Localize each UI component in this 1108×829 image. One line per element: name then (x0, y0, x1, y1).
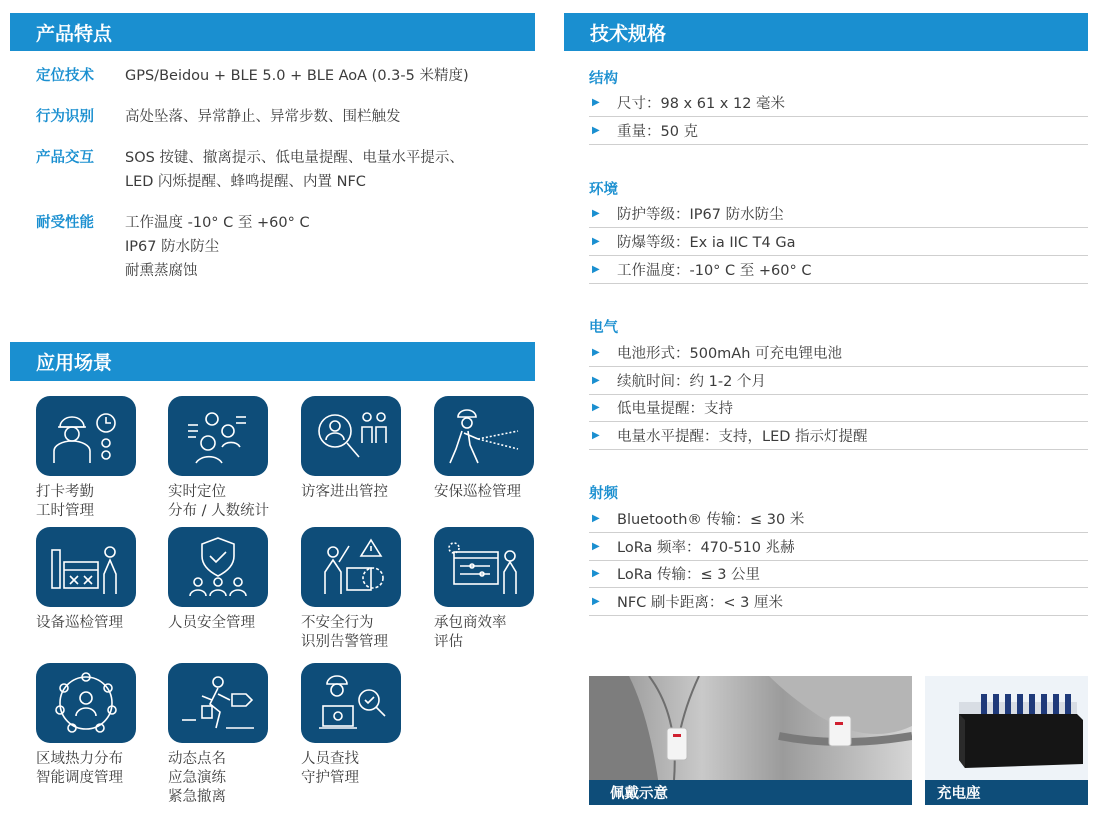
spec-group-title: 射频 (589, 486, 618, 502)
location-people-icon (168, 396, 268, 476)
charger-caption: 充电座 (925, 780, 1088, 805)
scenario-label: 识别告警管理 (301, 634, 388, 650)
spec-row: ▶ 防护等级：IP67 防水防尘 (589, 200, 1088, 228)
scenario-label: 工时管理 (36, 503, 94, 519)
scenario-tile-attendance (36, 396, 136, 521)
scenarios-title: 应用场景 (36, 352, 113, 374)
scenario-label: 区域热力分布 (36, 751, 123, 767)
scenario-label: 不安全行为 (301, 615, 374, 631)
feature-value: 耐熏蒸腐蚀 (125, 263, 198, 279)
scenario-label: 紧急撤离 (168, 789, 226, 805)
triangle-bullet-icon: ▶ (592, 596, 600, 607)
spec-row: ▶ 防爆等级：Ex ia IIC T4 Ga (589, 228, 1088, 256)
specs-title: 技术规格 (590, 22, 667, 45)
spec-group-title: 电气 (589, 320, 618, 336)
contractor-dashboard-icon (434, 527, 534, 607)
features-title: 产品特点 (36, 22, 113, 45)
feature-value: GPS/Beidou + BLE 5.0 + BLE AoA (0.3-5 米精度) (125, 68, 469, 84)
spec-row: ▶ 电量水平提醒：支持，LED 指示灯提醒 (589, 422, 1088, 450)
scenario-tile-contractor (434, 527, 534, 652)
heatmap-people-icon (36, 663, 136, 743)
spec-row: ▶ 低电量提醒：支持 (589, 394, 1088, 422)
scenario-label: 访客进出管控 (301, 484, 388, 500)
scenario-tile-visitor (301, 396, 401, 502)
feature-value: SOS 按键、撤离提示、低电量提醒、电量水平提示、 (125, 150, 464, 166)
scenario-label: 承包商效率 (434, 615, 507, 631)
triangle-bullet-icon: ▶ (592, 402, 600, 413)
scenario-label: 守护管理 (301, 770, 359, 786)
equipment-inspection-icon (36, 527, 136, 607)
scenario-label: 分布 / 人数统计 (168, 503, 270, 519)
triangle-bullet-icon: ▶ (592, 347, 600, 358)
charger-photo (925, 676, 1088, 805)
triangle-bullet-icon: ▶ (592, 236, 600, 247)
visitor-search-icon (301, 396, 401, 476)
patrol-flashlight-icon (434, 396, 534, 476)
scenarios-banner (10, 342, 535, 381)
scenario-tile-realtime-location (168, 396, 268, 521)
spec-row: ▶ 工作温度：-10° C 至 +60° C (589, 256, 1088, 284)
worker-clock-icon (36, 396, 136, 476)
wearing-photo (589, 676, 912, 805)
scenario-label: 安保巡检管理 (434, 484, 521, 500)
triangle-bullet-icon: ▶ (592, 125, 600, 136)
scenario-tile-equipment (36, 527, 136, 633)
scenario-label: 人员查找 (301, 751, 359, 767)
triangle-bullet-icon: ▶ (592, 513, 600, 524)
specs-banner (564, 13, 1088, 51)
triangle-bullet-icon: ▶ (592, 541, 600, 552)
feature-value: 高处坠落、异常静止、异常步数、围栏触发 (125, 109, 401, 125)
scenario-label: 应急演练 (168, 770, 226, 786)
spec-row: ▶ NFC 刷卡距离：< 3 厘米 (589, 588, 1088, 616)
scenario-label: 智能调度管理 (36, 770, 123, 786)
triangle-bullet-icon: ▶ (592, 430, 600, 441)
spec-row: ▶ LoRa 传输：≤ 3 公里 (589, 560, 1088, 588)
scenario-tile-emergency (168, 663, 268, 807)
scenario-tile-personnel-safety (168, 527, 268, 633)
feature-key: 行为识别 (36, 109, 94, 125)
scenario-tile-person-search (301, 663, 401, 788)
scenario-label: 打卡考勤 (36, 484, 94, 500)
feature-key: 定位技术 (36, 68, 94, 84)
person-search-laptop-icon (301, 663, 401, 743)
scenario-label: 实时定位 (168, 484, 226, 500)
spec-row: ▶ 尺寸：98 x 61 x 12 毫米 (589, 89, 1088, 117)
feature-value: IP67 防水防尘 (125, 239, 220, 255)
scenario-tile-patrol (434, 396, 534, 502)
spec-row: ▶ 重量：50 克 (589, 117, 1088, 145)
features-banner (10, 13, 535, 51)
scenario-label: 评估 (434, 634, 463, 650)
scenario-label: 人员安全管理 (168, 615, 255, 631)
spec-row: ▶ 续航时间：约 1-2 个月 (589, 367, 1088, 395)
emergency-exit-icon (168, 663, 268, 743)
triangle-bullet-icon: ▶ (592, 208, 600, 219)
scenario-tile-unsafe-behavior (301, 527, 401, 652)
spec-group-title: 环境 (589, 182, 618, 198)
scenario-label: 动态点名 (168, 751, 226, 767)
triangle-bullet-icon: ▶ (592, 568, 600, 579)
spec-row: ▶ Bluetooth® 传输：≤ 30 米 (589, 505, 1088, 533)
feature-key: 耐受性能 (36, 215, 94, 231)
scenario-tile-heatmap (36, 663, 136, 788)
feature-key: 产品交互 (36, 150, 94, 166)
spec-row: ▶ LoRa 频率：470-510 兆赫 (589, 533, 1088, 561)
triangle-bullet-icon: ▶ (592, 97, 600, 108)
unsafe-behavior-icon (301, 527, 401, 607)
feature-value: 工作温度 -10° C 至 +60° C (125, 215, 310, 231)
wearing-caption: 佩戴示意 (589, 780, 912, 805)
feature-value: LED 闪烁提醒、蜂鸣提醒、内置 NFC (125, 174, 366, 190)
scenario-label: 设备巡检管理 (36, 615, 123, 631)
spec-group-title: 结构 (589, 71, 618, 87)
triangle-bullet-icon: ▶ (592, 264, 600, 275)
spec-row: ▶ 电池形式：500mAh 可充电锂电池 (589, 339, 1088, 367)
shield-people-icon (168, 527, 268, 607)
triangle-bullet-icon: ▶ (592, 375, 600, 386)
